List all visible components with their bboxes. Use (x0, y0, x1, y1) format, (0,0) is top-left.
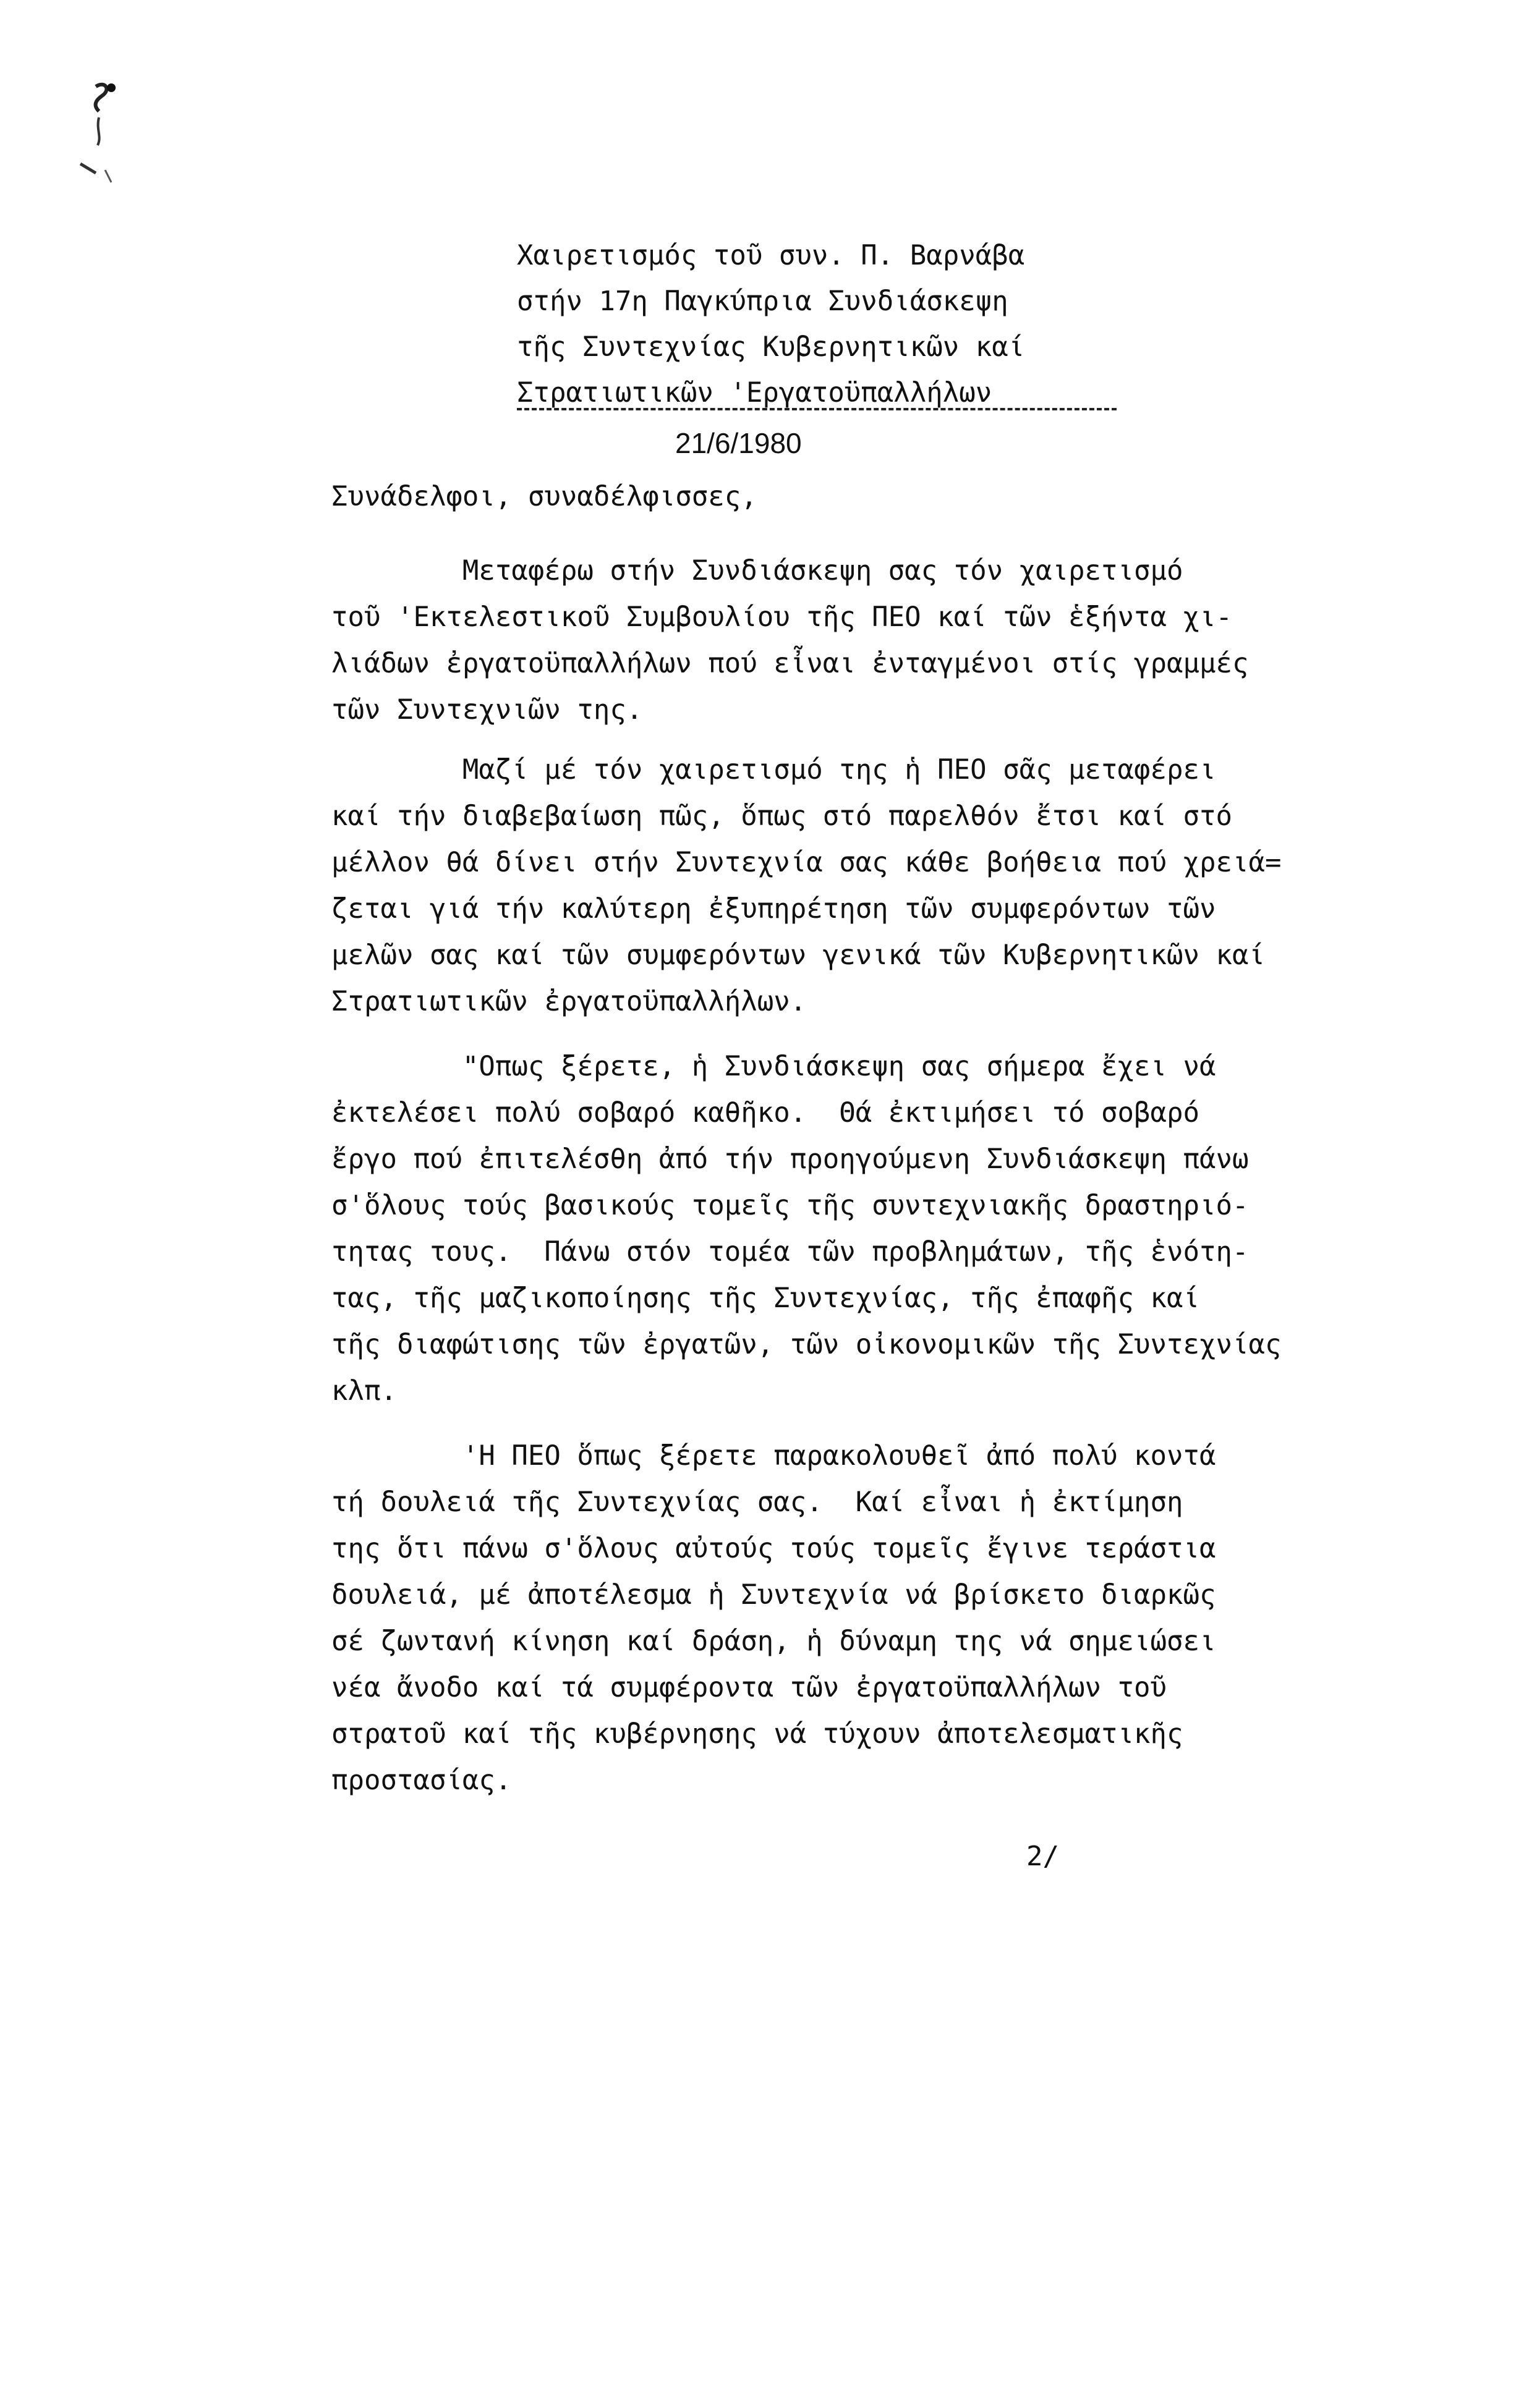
paragraph-line: σέ ζωντανή κίνηση καί δράση, ἡ δύναμη της νά σημειώσει (331, 1626, 1216, 1657)
heading-line-4: Στρατιωτικῶν 'Εργατοϋπαλλήλων (517, 377, 992, 409)
paragraph-line: λιάδων ἐργατοϋπαλλήλων πού εἶναι ἐνταγμένοι στίς γραμμές (331, 648, 1249, 679)
paragraph-line: νέα ἄνοδο καί τά συμφέροντα τῶν ἐργατοϋπαλλήλων τοῦ (331, 1672, 1167, 1703)
paragraph-line: τητας τους. Πάνω στόν τομέα τῶν προβλημάτων, τῆς ἑνότη- (331, 1236, 1249, 1268)
paragraph-line: Μεταφέρω στήν Συνδιάσκεψη σας τόν χαιρετισμό (331, 555, 1183, 587)
paragraph-line: σ'ὅλους τούς βασικούς τομεῖς τῆς συντεχνιακῆς δραστηριό- (331, 1190, 1249, 1221)
heading-line-3: τῆς Συντεχνίας Κυβερνητικῶν καί (517, 331, 1025, 363)
document-date: 21/6/1980 (675, 427, 802, 459)
handwritten-mark (37, 62, 136, 185)
paragraph-line: Μαζί μέ τόν χαιρετισμό της ἡ ΠΕΟ σᾶς μεταφέρει (331, 754, 1216, 786)
paragraph-line: προστασίας. (331, 1765, 512, 1796)
paragraph-line: δουλειά, μέ ἀποτέλεσμα ἡ Συντεχνία νά βρίσκετο διαρκῶς (331, 1579, 1216, 1611)
paragraph-line: στρατοῦ καί τῆς κυβέρνησης νά τύχουν ἀποτελεσματικῆς (331, 1718, 1183, 1750)
paragraph-line: ἐκτελέσει πολύ σοβαρό καθῆκο. Θά ἐκτιμήσει τό σοβαρό (331, 1097, 1199, 1129)
paragraph-1 (331, 548, 1407, 733)
paragraph-line: τή δουλειά τῆς Συντεχνίας σας. Καί εἶναι ἡ ἐκτίμηση (331, 1486, 1183, 1518)
heading-line-1: Χαιρετισμός τοῦ συν. Π. Βαρνάβα (517, 240, 1025, 271)
paragraph-line: 'Η ΠΕΟ ὅπως ξέρετε παρακολουθεῖ ἀπό πολύ κοντά (331, 1440, 1216, 1472)
paragraph-3 (331, 1043, 1407, 1414)
paragraph-line: μέλλον θά δίνει στήν Συντεχνία σας κάθε βοήθεια πού χρειά= (331, 847, 1282, 878)
paragraph-2 (331, 747, 1407, 1025)
heading-line-2: στήν 17η Παγκύπρια Συνδιάσκεψη (517, 286, 1008, 317)
paragraph-line: Στρατιωτικῶν ἐργατοϋπαλλήλων. (331, 986, 807, 1017)
paragraph-line: ἔργο πού ἐπιτελέσθη ἀπό τήν προηγούμενη Συνδιάσκεψη πάνω (331, 1143, 1249, 1175)
paragraph-line: "Οπως ξέρετε, ἡ Συνδιάσκεψη σας σήμερα ἔχει νά (331, 1051, 1216, 1082)
paragraph-line: της ὅτι πάνω σ'ὅλους αὐτούς τούς τομεῖς ἔγινε τεράστια (331, 1533, 1216, 1564)
greeting: Συνάδελφοι, συναδέλφισσες, (331, 481, 757, 512)
paragraph-line: ζεται γιά τήν καλύτερη ἐξυπηρέτηση τῶν συμφερόντων τῶν (331, 893, 1216, 925)
heading-underline (517, 408, 1117, 410)
paragraph-line: κλπ. (331, 1375, 397, 1407)
paragraph-line: μελῶν σας καί τῶν συμφερόντων γενικά τῶν Κυβερνητικῶν καί (331, 939, 1265, 971)
paragraph-line: τῶν Συντεχνιῶν της. (331, 694, 643, 726)
paragraph-line: καί τήν διαβεβαίωση πῶς, ὅπως στό παρελθόν ἔτσι καί στό (331, 800, 1232, 832)
page-number: 2/ (1026, 1841, 1059, 1872)
paragraph-4 (331, 1433, 1407, 1804)
paragraph-line: τας, τῆς μαζικοποίησης τῆς Συντεχνίας, τῆς ἐπαφῆς καί (331, 1282, 1199, 1314)
paragraph-line: τοῦ 'Εκτελεστικοῦ Συμβουλίου τῆς ΠΕΟ καί τῶν ἑξήντα χι- (331, 601, 1232, 633)
paragraph-line: τῆς διαφώτισης τῶν ἐργατῶν, τῶν οἰκονομικῶν τῆς Συντεχνίας (331, 1329, 1282, 1360)
